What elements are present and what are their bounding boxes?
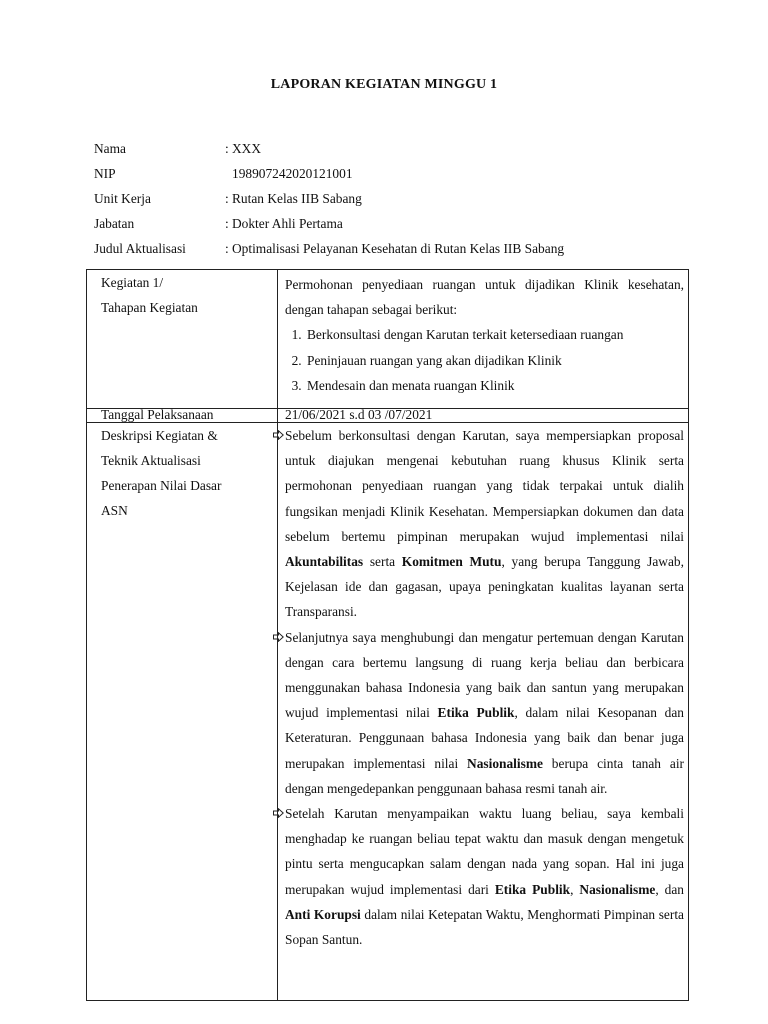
info-label: Judul Aktualisasi [94, 241, 186, 256]
label-cell [87, 409, 278, 423]
activity-table [86, 269, 689, 1001]
content-cell [278, 270, 689, 409]
info-label: Unit Kerja [94, 191, 151, 206]
description-paragraph-3: Setelah Karutan menyampaikan waktu luang beliau, saya kembali menghadap ke ruangan beliau tepat waktu dan masuk dengan mengetuk pintu serta mengucapkan salam dengan nada yang sopan. Hal ini juga merupakan wujud implementasi dari Etika Publik, Nasionalisme, dan Anti Korupsi dalam nilai Ketepatan Waktu, Menghormati Pimpinan serta Sopan Santun. [285, 801, 684, 952]
value-etika-publik: Etika Publik [437, 705, 515, 721]
label-penerapan: Penerapan Nilai Dasar [101, 478, 222, 493]
info-row-nama [94, 140, 694, 165]
steps-list [285, 322, 684, 398]
info-colon: : [225, 141, 229, 156]
info-label: NIP [94, 166, 116, 181]
info-colon: : [225, 191, 229, 206]
label-cell [87, 423, 278, 1001]
info-label: Jabatan [94, 216, 135, 231]
activity-intro: Permohonan penyediaan ruangan untuk dijadikan Klinik kesehatan, dengan tahapan sebagai berikut: [285, 277, 684, 318]
info-value: Rutan Kelas IIB Sabang [232, 191, 362, 206]
value-nasionalisme: Nasionalisme [579, 881, 656, 897]
value-akuntabilitas: Akuntabilitas [285, 554, 364, 570]
info-label: Nama [94, 141, 126, 156]
label-tahapan: Tahapan Kegiatan [101, 300, 198, 315]
label-tanggal: Tanggal Pelaksanaan [101, 407, 214, 422]
table-row-deskripsi [87, 423, 689, 1001]
content-cell [278, 423, 689, 1001]
content-cell [278, 409, 689, 423]
value-etika-publik: Etika Publik [494, 881, 571, 897]
label-cell [87, 270, 278, 409]
description-paragraph-2: Selanjutnya saya menghubungi dan mengatur pertemuan dengan Karutan dengan cara bertemu langsung di ruang kerja beliau dan berbicara menggunakan bahasa Indonesia yang baik dan santun yang merupakan wujud implementasi nilai Etika Publik, dalam nilai Kesopanan dan Keteraturan. Penggunaan bahasa Indonesia yang baik dan benar juga merupakan implementasi nilai Nasionalisme berupa cinta tanah air dengan mengedepankan penggunaan bahasa resmi tanah air. [285, 625, 684, 801]
info-value: 198907242020121001 [232, 166, 353, 181]
label-asn: ASN [101, 503, 128, 518]
info-row-unit-kerja [94, 190, 694, 215]
arrow-bullet-icon [273, 430, 284, 440]
description-paragraph-1: Sebelum berkonsultasi dengan Karutan, saya mempersiapkan proposal untuk diajukan mengenai kebutuhan ruang khusus Klinik serta permohonan penyediaan ruangan yang tidak terpakai untuk dialih fungsikan menjadi Klinik Kesehatan. Mempersiapkan dokumen dan data sebelum bertemu pimpinan merupakan wujud implementasi nilai Akuntabilitas serta Komitmen Mutu, yang berupa Tanggung Jawab, Kejelasan ide dan gagasan, upaya peningkatan kualitas layanan serta Transparansi. [285, 423, 684, 625]
value-komitmen-mutu: Komitmen Mutu [401, 554, 502, 570]
value-nasionalisme: Nasionalisme [467, 755, 543, 771]
arrow-bullet-icon [273, 808, 284, 818]
table-row-tanggal [87, 409, 689, 423]
value-anti-korupsi: Anti Korupsi [285, 906, 361, 922]
arrow-bullet-icon [273, 632, 284, 642]
info-row-judul-aktualisasi [94, 240, 694, 265]
info-value: Dokter Ahli Pertama [232, 216, 343, 231]
label-kegiatan: Kegiatan 1/ [101, 275, 164, 290]
report-title: LAPORAN KEGIATAN MINGGU 1 [270, 77, 498, 92]
info-row-jabatan [94, 215, 694, 240]
list-item: 1. Berkonsultasi dengan Karutan terkait ketersediaan ruangan [305, 322, 684, 347]
info-colon [225, 165, 232, 190]
info-row-nip [94, 165, 694, 190]
info-colon: : [225, 216, 229, 231]
info-colon: : [225, 241, 229, 256]
info-value: XXX [232, 141, 262, 156]
date-range: 21/06/2021 s.d 03 /07/2021 [285, 407, 433, 422]
label-teknik: Teknik Aktualisasi [101, 453, 201, 468]
list-item: 2. Peninjauan ruangan yang akan dijadikan Klinik [305, 348, 684, 373]
info-value: Optimalisasi Pelayanan Kesehatan di Rutan Kelas IIB Sabang [232, 241, 565, 256]
table-row-kegiatan [87, 270, 689, 409]
identity-section [94, 140, 694, 265]
label-deskripsi: Deskripsi Kegiatan & [101, 428, 218, 443]
list-item: 3. Mendesain dan menata ruangan Klinik [305, 373, 684, 398]
